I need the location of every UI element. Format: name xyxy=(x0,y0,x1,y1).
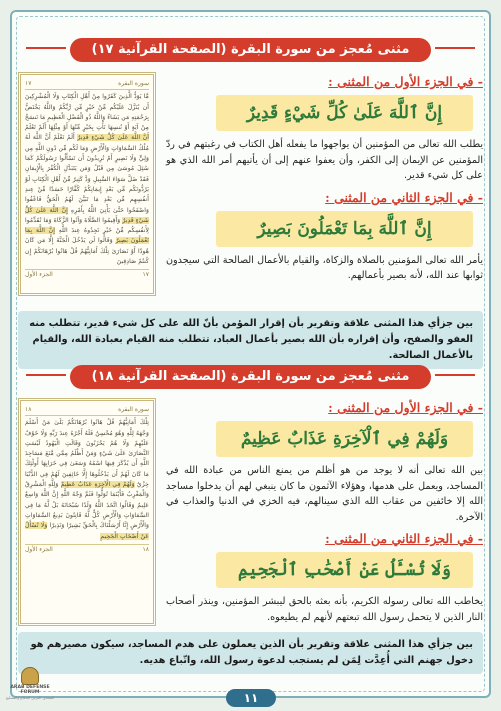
mushaf-page-image: سورة البقرة ١٨ تِلْكَ أَمَانِيُّهُمْ قُلْ هَاتُوا بُرْهَانَكُمْ بَلَىٰ مَنْ أَسْلَمَ وَجْهَهُ لِلَّهِ وَهُوَ مُحْسِنٌ فَلَهُ أَجْرُهُ عِندَ رَبِّهِ وَلَا خَوْفٌ عَلَيْهِمْ وَلَا هُمْ يَحْزَنُونَ وَقَالَتِ الْيَهُودُ لَيْسَتِ النَّصَارَىٰ عَلَىٰ شَيْءٍ وَمَنْ أَظْلَمُ مِمَّن مَّنَعَ مَسَاجِدَ اللَّهِ أَن يُذْكَرَ فِيهَا اسْمُهُ وَسَعَىٰ فِي خَرَابِهَا أُولَٰئِكَ مَا كَانَ لَهُمْ أَن يَدْخُلُوهَا إِلَّا خَائِفِينَ لَهُمْ فِي الدُّنْيَا خِزْيٌ وَلَهُمْ فِي الْآخِرَةِ عَذَابٌ عَظِيمٌ وَلِلَّهِ الْمَشْرِقُ وَالْمَغْرِبُ فَأَيْنَمَا تُوَلُّوا فَثَمَّ وَجْهُ اللَّهِ إِنَّ اللَّهَ وَاسِعٌ عَلِيمٌ وَقَالُوا اتَّخَذَ اللَّهُ وَلَدًا سُبْحَانَهُ بَلْ لَّهُ مَا فِي السَّمَاوَاتِ وَالْأَرْضِ كُلٌّ لَّهُ قَانِتُونَ بَدِيعُ السَّمَاوَاتِ وَالْأَرْضِ إِنَّا أَرْسَلْنَاكَ بِالْحَقِّ بَشِيرًا وَنَذِيرًا وَلَا تُسْأَلُ عَنْ أَصْحَابِ الْجَحِيمِ ١٨ الجزء الأول xyxy=(18,398,156,626)
section2-part1-heading: - في الجزء الأول من المثنى : xyxy=(328,400,483,415)
section1-title: مثنى مُعجز من سورة البقرة (الصفحة القرآنية ١٧) xyxy=(70,38,431,62)
section2-part2-heading: - في الجزء الثاني من المثنى : xyxy=(325,531,483,546)
section2-part2-verse: وَلَا تُسْـَٔلُ عَنْ أَصْحَٰبِ ٱلْجَحِيمِ xyxy=(216,552,473,588)
section2-summary: بين جزأي هذا المثنى علاقة وتقرير بأن الذين يعملون على هدم المساجد، سيكون مصيرهم هو دخول جهنم التي أُعِدَّت لِمَن لم يستجب لدعوة رسول الله، واتّباع هديه. xyxy=(18,632,483,674)
mushaf-page-image: سورة البقرة ١٧ مَّا يَوَدُّ الَّذِينَ كَفَرُوا مِنْ أَهْلِ الْكِتَابِ وَلَا الْمُشْرِكِينَ أَن يُنَزَّلَ عَلَيْكُم مِّنْ خَيْرٍ مِّن رَّبِّكُمْ وَاللَّهُ يَخْتَصُّ بِرَحْمَتِهِ مَن يَشَاءُ وَاللَّهُ ذُو الْفَضْلِ الْعَظِيمِ مَا نَنسَخْ مِنْ آيَةٍ أَوْ نُنسِهَا نَأْتِ بِخَيْرٍ مِّنْهَا أَوْ مِثْلِهَا أَلَمْ تَعْلَمْ أَنَّ اللَّهَ عَلَىٰ كُلِّ شَيْءٍ قَدِيرٌ أَلَمْ تَعْلَمْ أَنَّ اللَّهَ لَهُ مُلْكُ السَّمَاوَاتِ وَالْأَرْضِ وَمَا لَكُم مِّن دُونِ اللَّهِ مِن وَلِيٍّ وَلَا نَصِيرٍ أَمْ تُرِيدُونَ أَن تَسْأَلُوا رَسُولَكُمْ كَمَا سُئِلَ مُوسَىٰ مِن قَبْلُ وَمَن يَتَبَدَّلِ الْكُفْرَ بِالْإِيمَانِ فَقَدْ ضَلَّ سَوَاءَ السَّبِيلِ وَدَّ كَثِيرٌ مِّنْ أَهْلِ الْكِتَابِ لَوْ يَرُدُّونَكُم مِّن بَعْدِ إِيمَانِكُمْ كُفَّارًا حَسَدًا مِّنْ عِندِ أَنفُسِهِم مِّن بَعْدِ مَا تَبَيَّنَ لَهُمُ الْحَقُّ فَاعْفُوا وَاصْفَحُوا حَتَّىٰ يَأْتِيَ اللَّهُ بِأَمْرِهِ إِنَّ اللَّهَ عَلَىٰ كُلِّ شَيْءٍ قَدِيرٌ وَأَقِيمُوا الصَّلَاةَ وَآتُوا الزَّكَاةَ وَمَا تُقَدِّمُوا لِأَنفُسِكُم مِّنْ خَيْرٍ تَجِدُوهُ عِندَ اللَّهِ إِنَّ اللَّهَ بِمَا تَعْمَلُونَ بَصِيرٌ وَقَالُوا لَن يَدْخُلَ الْجَنَّةَ إِلَّا مَن كَانَ هُودًا أَوْ نَصَارَىٰ تِلْكَ أَمَانِيُّهُمْ قُلْ هَاتُوا بُرْهَانَكُمْ إِن كُنتُمْ صَادِقِينَ ١٧ الجزء الأول xyxy=(18,72,156,296)
page-number: ١١ xyxy=(226,689,276,707)
eagle-crest-icon xyxy=(21,667,39,685)
section2-content xyxy=(166,398,483,625)
section1-content xyxy=(166,72,483,284)
section1-part2-verse: إِنَّ ٱللَّهَ بِمَا تَعْمَلُونَ بَصِيرٌ xyxy=(216,211,473,247)
section1-part1-verse: إِنَّ ٱللَّهَ عَلَىٰ كُلِّ شَيْءٍ قَدِيرٌ xyxy=(216,95,473,131)
section1 xyxy=(18,72,483,304)
section1-summary: بين جزأي هذا المثنى علاقة وتقرير بأن إقرار المؤمن بأنّ الله على كل شيء قدير، تتطلب منه العفو والصفح، وأن إقراره بأن الله بصير بأعمال العباد، تتطلب منه القيام بعبادة الله، والقيام بالأعمال الصالحة. xyxy=(18,311,483,369)
section2-part2-text: يخاطب الله تعالى رسوله الكريم، بأنه بعثه بالحق ليبشر المؤمنين، وينذر أصحاب النار الذين لا يتحمل رسول الله تبعتهم لأنهم لم يطيعوه. xyxy=(166,596,483,623)
section1-part1-text: يطلب الله تعالى من المؤمنين أن يواجهوا ما يفعله أهل الكتاب في رغبتهم في ردّ المؤمنين عن الإيمان إلى الكفر، وأن يعفوا عنهم إلى أن يأتيهم أمر الله الذي هو على كل شيء قدير. xyxy=(166,139,483,181)
section2-part1-text: بين الله تعالى أنه لا يوجد من هو أظلم من يمنع الناس من عبادة الله في المساجد، ويعمل على هدمها، وهؤلاء الآثمون ما كان ينبغي لهم أن يدخلوا مساجد الله إلا خائفين من عقاب الله الذي سينالهم، فيه الخزي في الدنيا والعذاب في الآخرة. xyxy=(166,465,483,523)
section2-title: مثنى مُعجز من سورة البقرة (الصفحة القرآنية ١٨) xyxy=(70,365,431,389)
section2-part1-verse: وَلَهُمْ فِي ٱلْآخِرَةِ عَذَابٌ عَظِيمٌ xyxy=(216,421,473,457)
section2 xyxy=(18,398,483,634)
section1-part2-text: يأمر الله تعالى المؤمنين بالصلاة والزكاة، والقيام بالأعمال الصالحة التي سيجدون ثوابها عند الله، لأنه بصير بأعمالهم. xyxy=(166,254,483,281)
section1-part1-heading: - في الجزء الأول من المثنى : xyxy=(328,74,483,89)
forum-logo: ARAB DEFENSE FORUM المنتدى العربي للدفاع والتسليح xyxy=(4,667,56,707)
section1-part2-heading: - في الجزء الثاني من المثنى : xyxy=(325,189,483,205)
